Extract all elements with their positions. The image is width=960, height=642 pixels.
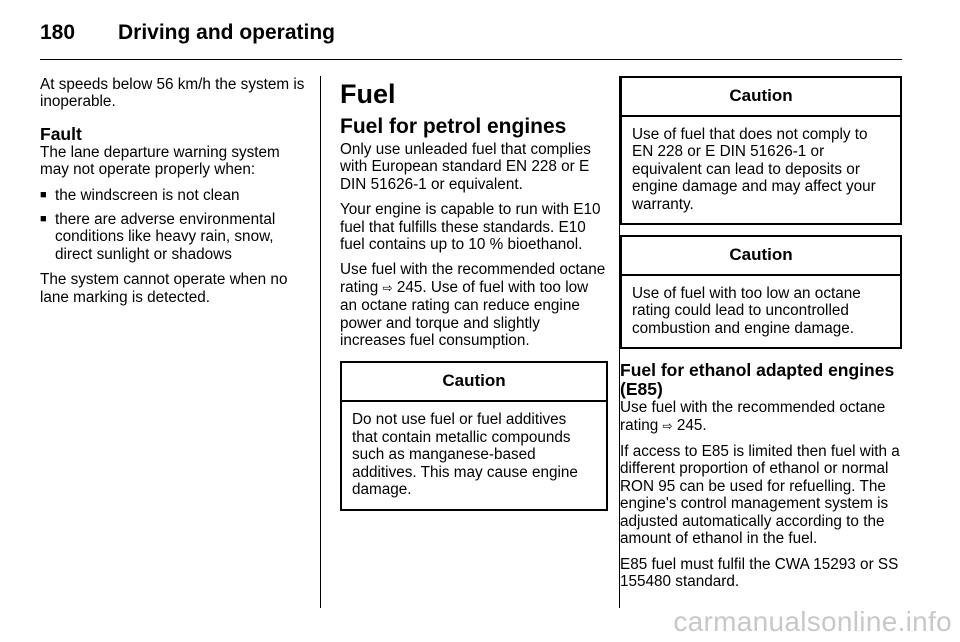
ethanol-paragraph-3: E85 fuel must fulfil the CWA 15293 or SS 155480 standard. [620,555,899,590]
caution-text: Use of fuel with too low an octane rating could lead to uncontrolled combustion and engine damage. [632,285,861,337]
column-divider-1 [320,76,321,608]
caution-title: Caution [342,363,606,402]
petrol-paragraph-2: Your engine is capable to run with E10 fuel that fulfills these standards. E10 fuel contains up to 10 % bioethanol. [340,201,601,254]
caution-box-standard [620,76,902,225]
section-title: Driving and operating [118,21,336,44]
intro-paragraph: At speeds below 56 km/h the system is inoperable. [40,76,305,111]
text-span: 245. Use of fuel with too low an octane rating can reduce engine power and torque and slightly increases fuel consumption. [340,278,589,350]
caution-box-metallic [340,361,608,510]
page-header [40,18,335,48]
caution-title: Caution [622,78,900,117]
caution-text: Use of fuel that does not comply to EN 228 or E DIN 51626-1 or equivalent can lead to deposits or engine damage and may affect your warranty. [632,126,876,213]
text-span: Use fuel with the recommended octane rating [340,261,606,296]
text-span: Use fuel with the recommended octane rating [620,399,886,434]
caution-box-octane [620,235,902,349]
fault-heading: Fault [40,123,82,144]
fault-list [40,187,308,264]
ethanol-paragraph-2: If access to E85 is limited then fuel with a different proportion of ethanol or normal RON 95 can be used for refuelling. The engine's control management system is adjusted automatically according to the amount of ethanol in the fuel. [620,443,900,548]
watermark: carmanualsonline.info [673,606,952,637]
page-number: 180 [40,21,76,44]
caution-title: Caution [622,237,900,276]
fault-paragraph: The lane departure warning system may not operate properly when: [40,143,280,179]
petrol-paragraph-3 [340,261,608,349]
list-item: ■ the windscreen is not clean [40,187,308,204]
column-left [40,76,308,314]
fuel-title: Fuel [340,79,396,109]
ethanol-heading: Fuel for ethanol adapted engines (E85) [620,360,895,400]
header-divider [40,59,902,60]
list-item: ■ there are adverse environmental conditions like heavy rain, snow, direct sunlight or shadows [40,211,308,263]
petrol-paragraph-1: Only use unleaded fuel that complies with European standard EN 228 or E DIN 51626-1 or equivalent. [340,141,591,193]
caution-text: Do not use fuel or fuel additives that contain metallic compounds such as manganese-based additives. This may cause engine damage. [352,411,578,499]
column-right [620,76,902,598]
cross-reference-icon: ⇨ [382,280,393,295]
ethanol-paragraph-1 [620,399,902,435]
petrol-subtitle: Fuel for petrol engines [340,115,567,138]
closing-paragraph: The system cannot operate when no lane marking is detected. [40,271,288,306]
column-middle [340,76,608,511]
cross-reference-icon: ⇨ [662,418,673,433]
text-span: 245. [672,416,707,434]
